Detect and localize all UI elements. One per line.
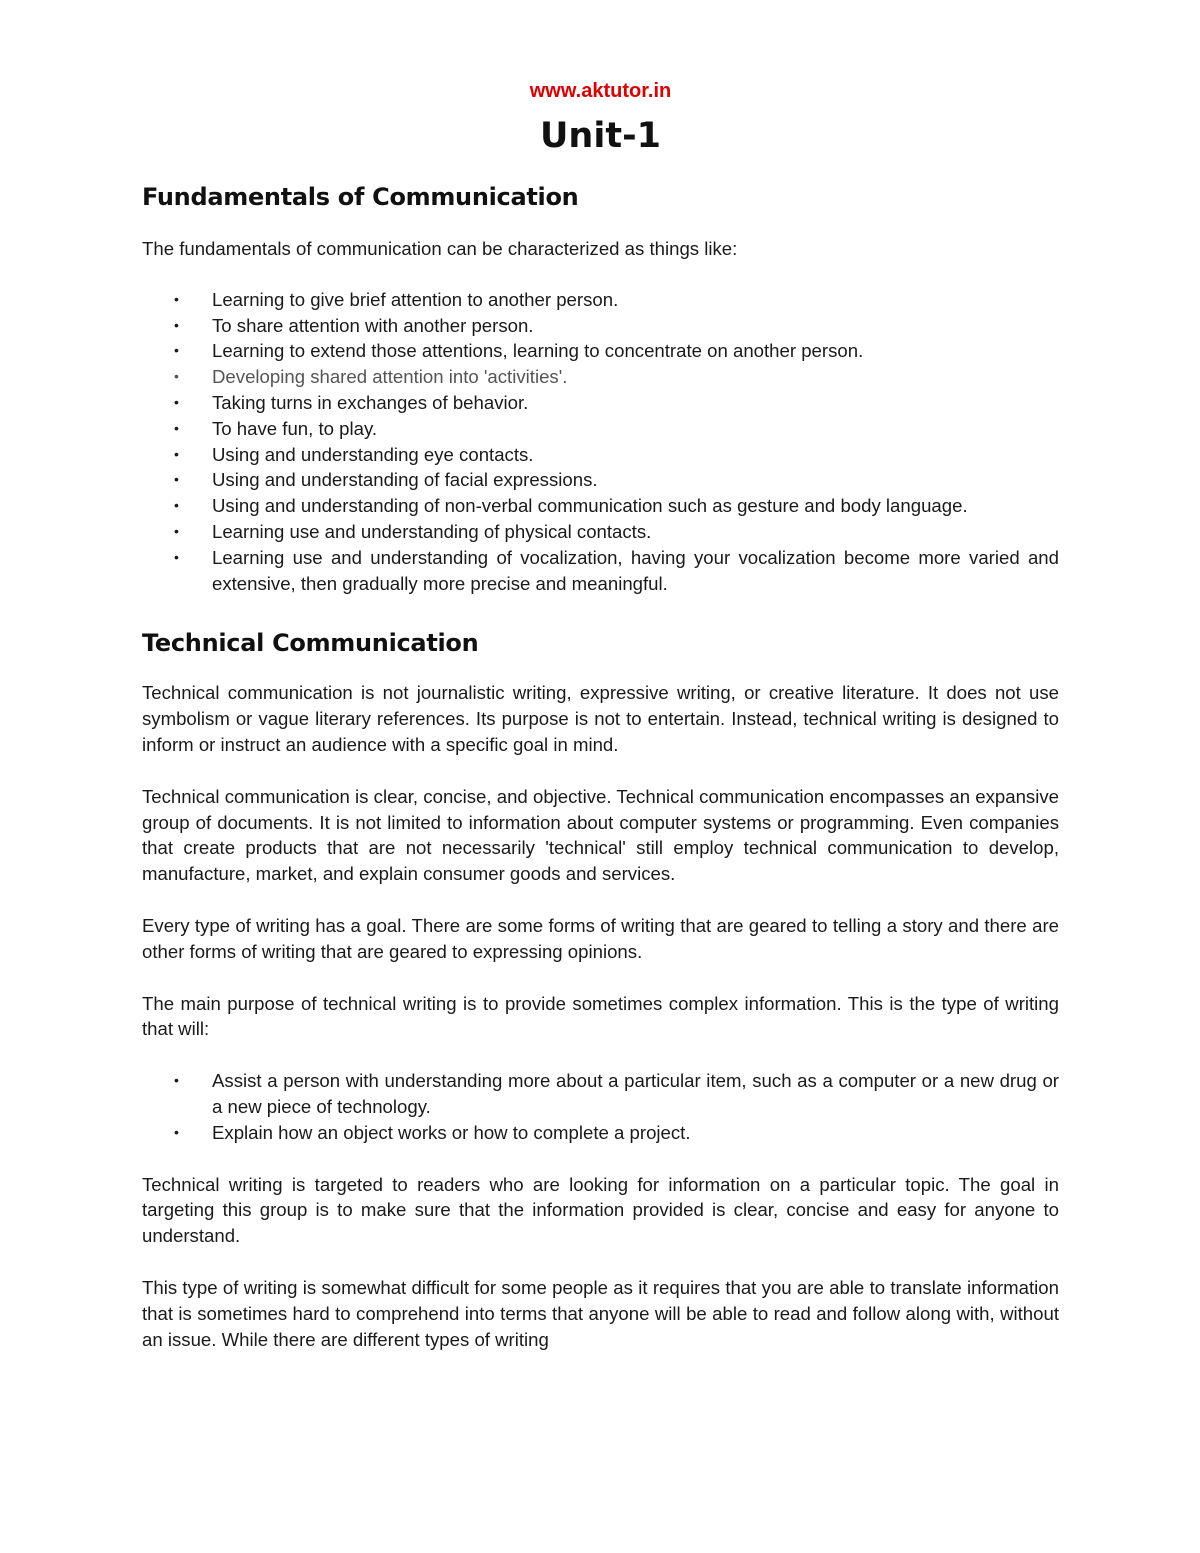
section-heading-technical: Technical Communication	[142, 629, 479, 658]
technical-list	[142, 1068, 1059, 1145]
bullet-icon: •	[174, 419, 179, 436]
list-item: • To have fun, to play.	[142, 416, 1059, 442]
list-item: • Using and understanding eye contacts.	[142, 442, 1059, 468]
bullet-icon: •	[174, 1123, 179, 1140]
bullet-icon: •	[174, 548, 179, 565]
list-item: • Using and understanding of facial expressions.	[142, 467, 1059, 493]
list-item: • Learning use and understanding of physical contacts.	[142, 519, 1059, 545]
document-page	[142, 78, 1059, 1352]
site-link[interactable]: www.aktutor.in	[529, 80, 672, 102]
fundamentals-intro: The fundamentals of communication can be characterized as things like:	[142, 238, 738, 259]
bullet-icon: •	[174, 393, 179, 410]
bullet-icon: •	[174, 290, 179, 307]
list-item: • Taking turns in exchanges of behavior.	[142, 390, 1059, 416]
list-item: • To share attention with another person.	[142, 313, 1059, 339]
bullet-icon: •	[174, 522, 179, 539]
technical-paragraph: The main purpose of technical writing is to provide sometimes complex information. This is the type of writing that will:	[142, 992, 1059, 1040]
list-item: • Explain how an object works or how to complete a project.	[142, 1120, 1059, 1146]
bullet-icon: •	[174, 316, 179, 333]
bullet-icon: •	[174, 368, 179, 385]
list-item: • Developing shared attention into 'activities'.	[142, 364, 1059, 390]
list-item: • Learning to give brief attention to another person.	[142, 287, 1059, 313]
list-item: • Learning to extend those attentions, learning to concentrate on another person.	[142, 338, 1059, 364]
unit-title: Unit-1	[540, 116, 661, 156]
list-item: • Assist a person with understanding more about a particular item, such as a computer or a new drug or a new piece of technology.	[174, 1070, 1059, 1117]
bullet-icon: •	[174, 1072, 179, 1089]
technical-paragraph: Technical communication is clear, concise, and objective. Technical communication encompasses an expansive group of documents. It is not limited to information about computer systems or programming. Even companies that create products that are not necessarily 'technical' still employ technical communication to develop, manufacture, market, and explain consumer goods and services.	[142, 785, 1059, 885]
technical-paragraph: Technical writing is targeted to readers who are looking for information on a particular topic. The goal in targeting this group is to make sure that the information provided is clear, concise and easy for anyone to understand.	[142, 1173, 1059, 1247]
bullet-icon: •	[174, 471, 179, 488]
technical-paragraph: This type of writing is somewhat difficult for some people as it requires that you are able to translate information that is sometimes hard to comprehend into terms that anyone will be able to read and follow along with, without an issue. While there are different types of writing	[142, 1276, 1059, 1350]
bullet-icon: •	[174, 445, 179, 462]
list-item: • Learning use and understanding of vocalization, having your vocalization become more varied and extensive, then gradually more precise and meaningful.	[174, 546, 1059, 594]
fundamentals-list	[142, 287, 1059, 597]
list-item: • Using and understanding of non-verbal communication such as gesture and body language.	[142, 493, 1059, 519]
bullet-icon: •	[174, 497, 179, 514]
bullet-icon: •	[174, 342, 179, 359]
technical-paragraph: Every type of writing has a goal. There are some forms of writing that are geared to telling a story and there are other forms of writing that are geared to expressing opinions.	[142, 914, 1059, 962]
section-heading-fundamentals: Fundamentals of Communication	[142, 183, 579, 211]
technical-paragraph: Technical communication is not journalistic writing, expressive writing, or creative literature. It does not use symbolism or vague literary references. Its purpose is not to entertain. Instead, technical writing is designed to inform or instruct an audience with a specific goal in mind.	[142, 682, 1059, 755]
